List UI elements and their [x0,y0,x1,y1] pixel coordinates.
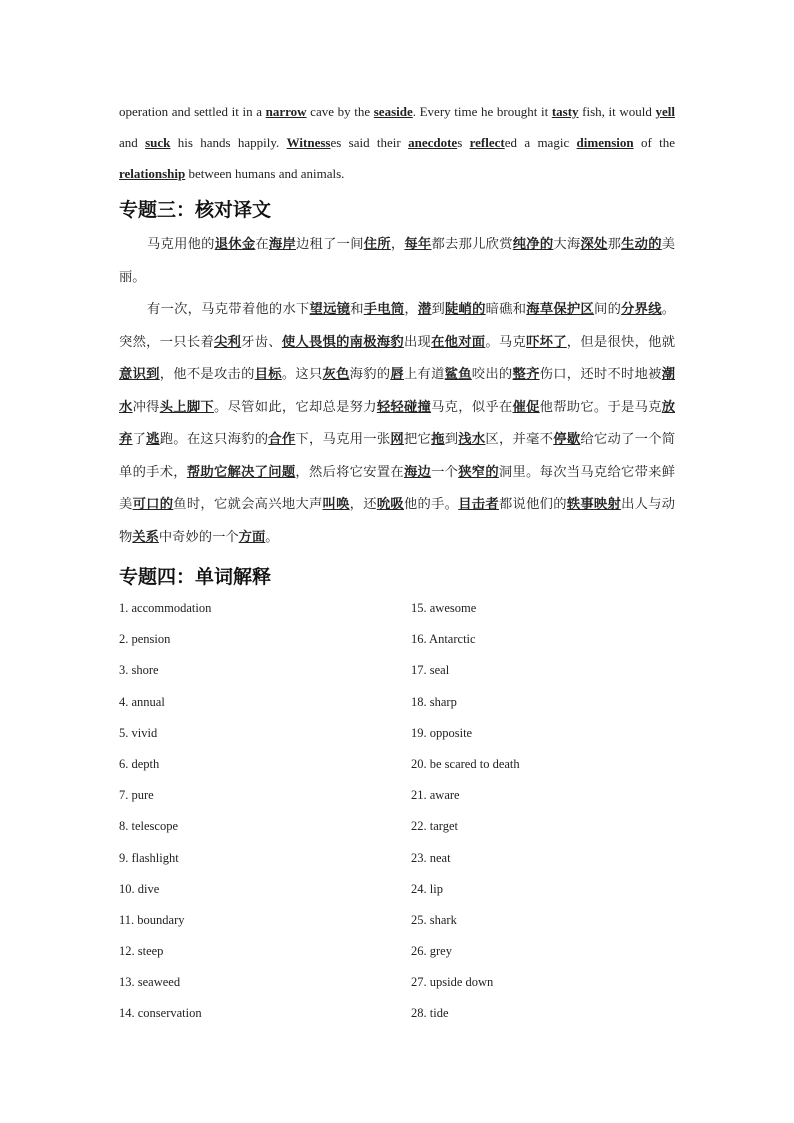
vocab-item: 22. target [411,819,458,834]
highlighted-term: 催促 [512,399,540,415]
highlighted-term: 潮水 [119,367,676,415]
highlighted-term: 每年 [404,237,432,252]
vocab-item: 20. be scared to death [411,756,520,771]
text-run: 。马克 [485,334,527,350]
vocab-list [119,598,675,1035]
highlighted-term: 逃 [146,432,160,447]
highlighted-term: 放弃 [119,399,676,447]
text-run: ，然后将它安置在 [295,464,404,480]
text-run: 给它动了一个简单的手术， [119,432,676,480]
text-run: 下，马克用一张 [295,432,391,447]
vocab-item: 8. telescope [119,819,179,834]
text-run: 冲得 [132,399,160,415]
highlighted-term: 目标 [254,367,282,382]
highlighted-term: 意识到 [119,367,160,382]
highlighted-term: 狭窄的 [458,464,499,480]
text-run: 到 [431,302,446,317]
vocab-item: 23. neat [411,850,451,865]
highlighted-term: 吮吸 [376,497,404,512]
vocab-item: 1. accommodation [119,601,212,615]
highlighted-term: Witness [286,135,331,150]
text-run: 洞里。每次当马克给它带来鲜美 [119,464,676,512]
highlighted-term: 方面 [238,529,266,545]
highlighted-term: 头上脚下 [159,399,214,415]
vocab-item: 14. conservation [119,1006,202,1021]
text-run: ，他不是攻击的 [159,367,255,382]
highlighted-term: 海草保护区 [526,302,595,317]
text-run: . Every time he brought it [412,104,552,119]
highlighted-term: 停歇 [553,432,581,447]
text-run: 美丽。 [119,237,676,285]
text-run: 海豹的 [349,367,391,382]
highlighted-term: 轶事映射 [566,497,622,512]
highlighted-term: 退休金 [214,237,256,252]
vocab-item: 16. Antarctic [411,632,476,647]
text-run: 他帮助它。于是马克 [539,399,662,415]
highlighted-term: 分界线 [621,302,662,317]
vocab-item: 18. sharp [411,694,457,709]
section4-heading: 专题四：单词解释 [119,566,272,588]
text-run: 。尽管如此，它却总是努力 [214,399,377,415]
highlighted-term: reflect [469,135,505,150]
vocab-item: 6. depth [119,756,160,771]
text-run: 暗礁和 [485,302,527,317]
english-paragraph [119,96,675,189]
text-run: 区，并毫不 [485,432,554,447]
text-run: and [119,135,146,150]
highlighted-term: 纯净的 [512,237,554,252]
highlighted-term: 整齐 [512,367,540,382]
text-run: s [457,135,470,150]
vocab-item: 15. awesome [411,601,477,615]
highlighted-term: tasty [551,104,579,119]
vocab-item: 9. flashlight [119,850,179,865]
vocab-item: 7. pure [119,788,154,803]
text-run: ，还 [349,497,377,512]
text-run: 那 [607,237,622,252]
text-run: between humans and animals. [185,166,345,181]
text-run: ， [404,302,418,317]
vocab-item: 19. opposite [411,725,473,740]
vocab-item: 24. lip [411,881,443,896]
highlighted-term: 潜 [417,302,432,317]
highlighted-term: suck [145,135,171,150]
text-run: 跑。在这只海豹的 [159,432,269,447]
text-run: 上有道 [403,367,445,382]
text-run: 都说他们的 [498,497,567,512]
text-run: 马克，似乎在 [431,399,513,415]
highlighted-term: 唇 [390,367,404,382]
highlighted-term: 关系 [132,529,159,545]
vocab-item: 28. tide [411,1006,449,1021]
vocab-item: 4. annual [119,694,165,709]
text-run: 咬出的 [471,367,513,382]
text-run: ， [390,237,405,252]
highlighted-term: 海边 [403,464,432,480]
highlighted-term: 吓坏了 [526,334,567,350]
vocab-item: 25. shark [411,912,457,927]
text-run: 。这只 [281,367,323,382]
highlighted-term: 拖 [431,432,445,447]
highlighted-term: 帮助它解决了问题 [186,464,296,480]
text-run: 在 [255,237,269,252]
text-run: 把它 [403,432,432,447]
text-run: 出人与动物 [119,497,676,545]
vocab-item: 27. upside down [411,975,494,990]
vocab-item: 17. seal [411,663,450,678]
vocab-item: 26. grey [411,944,452,959]
text-run: 间的 [594,302,622,317]
text-run: 他的手。 [403,497,459,512]
vocab-item: 3. shore [119,663,159,678]
highlighted-term: yell [655,104,675,119]
text-run: 大海 [553,237,581,252]
text-run: ed a magic [504,135,577,150]
highlighted-term: dimension [576,135,634,150]
text-run: 了 [132,432,147,447]
highlighted-term: narrow [265,104,307,119]
highlighted-term: 鲨鱼 [444,367,472,382]
text-run: operation and settled it in a [119,104,266,119]
highlighted-term: 海岸 [268,237,297,252]
translation-paragraph-2 [119,294,675,554]
vocab-item: 21. aware [411,788,460,803]
highlighted-term: anecdote [408,135,458,150]
text-run: 到 [444,432,459,447]
vocab-item: 5. vivid [119,725,158,740]
text-run: his hands happily. [170,135,287,150]
highlighted-term: 灰色 [322,367,350,382]
highlighted-term: 尖利 [213,334,242,350]
text-run: 一个 [431,464,459,480]
text-run: 。 [265,529,279,545]
text-run: 有一次，马克带着他的水下 [147,302,310,317]
text-run: 和 [350,302,364,317]
vocab-item: 12. steep [119,944,164,959]
text-run: 马克用他的 [147,237,215,252]
highlighted-term: 深处 [580,237,608,252]
text-run: 边租了一间 [296,237,364,252]
highlighted-term: 浅水 [458,432,486,447]
text-run: es said their [330,135,409,150]
highlighted-term: 使人畏惧的南极海豹 [281,334,404,350]
highlighted-term: 手电筒 [363,302,405,317]
highlighted-term: 叫唤 [322,497,350,512]
highlighted-term: 陡峭的 [445,302,486,317]
highlighted-term: 合作 [268,432,296,447]
highlighted-term: relationship [119,166,186,181]
highlighted-term: 可口的 [132,497,174,512]
highlighted-term: 轻轻碰撞 [376,399,432,415]
vocab-item: 13. seaweed [119,975,181,990]
vocab-item: 10. dive [119,881,160,896]
text-run: 都去那儿欣赏 [431,237,513,252]
text-run: 鱼时，它就会高兴地大声 [173,497,323,512]
highlighted-term: 在他对面 [431,334,486,350]
highlighted-term: 网 [390,432,404,447]
text-run: 牙齿、 [241,334,282,350]
text-run: ，但是很快，他就 [566,334,676,350]
text-run: fish, it would [578,104,656,119]
vocab-item: 2. pension [119,632,171,647]
highlighted-term: 目击者 [458,497,499,512]
text-run: 。突然，一只长着 [119,302,676,350]
highlighted-term: 住所 [363,237,391,252]
vocab-item: 11. boundary [119,912,185,927]
text-run: of the [633,135,676,150]
highlighted-term: 望远镜 [309,302,351,317]
text-run: 出现 [403,334,432,350]
text-run: 中奇妙的一个 [158,529,239,545]
section3-heading: 专题三：核对译文 [119,199,272,221]
translation-paragraph-1 [119,229,675,294]
text-run: cave by the [306,104,374,119]
highlighted-term: 生动的 [621,237,662,252]
highlighted-term: seaside [373,104,413,119]
text-run: 伤口，还时不时地被 [539,367,662,382]
document-page [119,96,675,1035]
